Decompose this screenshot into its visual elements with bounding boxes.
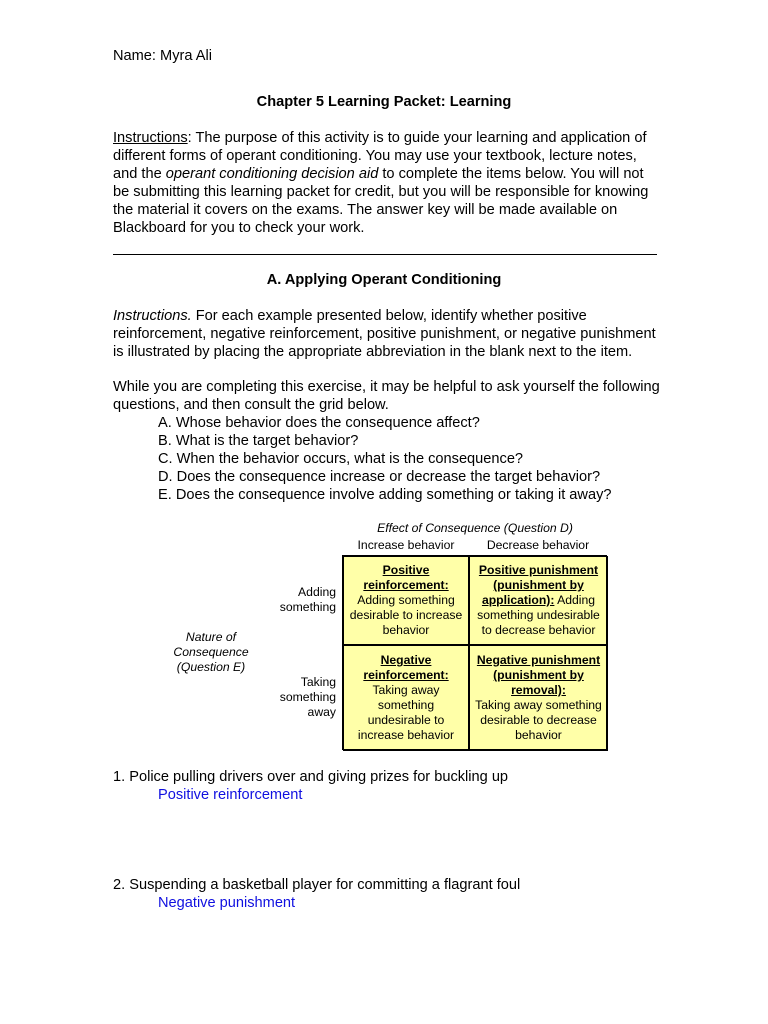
cell-negative-reinforcement (343, 645, 469, 751)
pos-reinf-desc: Adding something desirable to increase behavior (349, 593, 463, 637)
neg-pun-desc: Taking away something desirable to decrease behavior (475, 698, 602, 742)
item-1-answer[interactable]: Positive reinforcement (158, 787, 303, 803)
neg-pun-title: Negative punishment (punishment by removal): (476, 653, 601, 697)
intro-label: Instructions (113, 130, 188, 146)
item-2-answer[interactable]: Negative punishment (158, 895, 296, 911)
section-instructions (113, 307, 663, 361)
grid-col-increase: Increase behavior (357, 538, 455, 552)
item-1-question: 1. Police pulling drivers over and giving prizes for buckling up (113, 769, 509, 785)
cell-negative-punishment (469, 645, 608, 751)
neg-reinf-title: Negative reinforcement: (363, 653, 449, 682)
student-name: Name: Myra Ali (113, 48, 212, 64)
grid-row-adding: Adding something (279, 585, 336, 614)
question-c: C. When the behavior occurs, what is the consequence? (158, 451, 524, 467)
pos-pun-title: Positive punishment (punishment by application): (478, 563, 599, 607)
page-title: Chapter 5 Learning Packet: Learning (256, 94, 512, 110)
cell-positive-punishment (469, 556, 608, 645)
question-d: D. Does the consequence increase or decrease the target behavior? (158, 469, 601, 485)
question-b: B. What is the target behavior? (158, 433, 359, 449)
neg-reinf-desc: Taking away something undesirable to increase behavior (357, 683, 455, 742)
instructions-label: Instructions. (113, 308, 192, 324)
consequence-grid (342, 555, 607, 750)
pos-pun-desc: Adding something undesirable to decrease behavior (477, 593, 600, 637)
grid-row-taking: Taking something away (279, 675, 336, 719)
item-2-question: 2. Suspending a basketball player for committing a flagrant foul (113, 877, 521, 893)
pos-reinf-title: Positive reinforcement: (363, 563, 449, 592)
intro-paragraph (113, 129, 663, 237)
grid-nature-label: Nature of Consequence (Question E) (173, 630, 249, 674)
intro-text-b: to complete the items below. You will not be submitting this learning packet for credit, but you will be responsible for knowing the material it covers on the exams. The answer key will be made available on Blackboard for you to check your work. (113, 166, 649, 236)
question-list (158, 414, 678, 504)
section-divider (113, 254, 657, 255)
while-paragraph: While you are completing this exercise, it may be helpful to ask yourself the following questions, and then consult the grid below. (113, 379, 660, 413)
intro-text-a: : The purpose of this activity is to guide your learning and application of different forms of operant conditioning. You may use your textbook, lecture notes, and the (113, 130, 647, 182)
section-a-heading: A. Applying Operant Conditioning (266, 272, 502, 288)
question-e: E. Does the consequence involve adding something or taking it away? (158, 487, 612, 503)
intro-emphasis: operant conditioning decision aid (165, 166, 379, 182)
grid-col-decrease: Decrease behavior (486, 538, 590, 552)
question-a: A. Whose behavior does the consequence affect? (158, 415, 480, 431)
grid-effect-title: Effect of Consequence (Question D) (377, 521, 573, 535)
instructions-text: For each example presented below, identify whether positive reinforcement, negative reinforcement, positive punishment, or negative punishment is illustrated by placing the appropriate abbreviation in the blank next to the item. (113, 308, 656, 360)
cell-positive-reinforcement (343, 556, 469, 645)
